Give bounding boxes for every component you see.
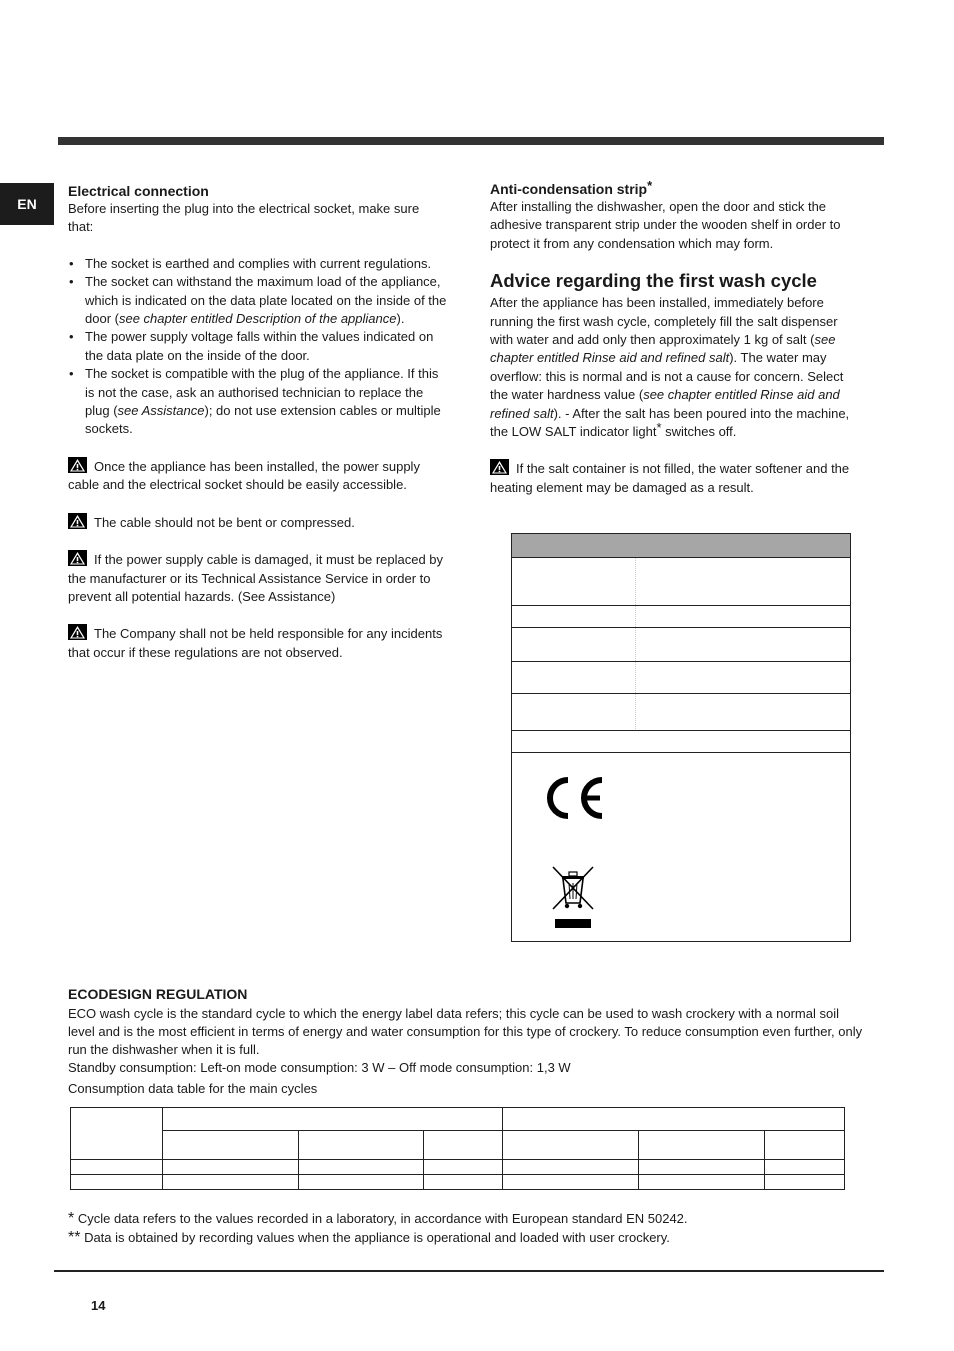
ecodesign-title: ECODESIGN REGULATION [68, 986, 248, 1002]
advice-text: After the appliance has been installed, immediately before running the first wash cycle, completely fill the salt dispenser with water and add only then approximately 1 kg of salt (see chapter entitled Rinse aid and refined salt). The water may overflow: this is normal and is not a cause for concern. Select the water hardness value (see chapter entitled Rinse aid and refined salt). - After the salt has been poured into the machine, the LOW SALT indicator light* switches off. [490, 295, 850, 440]
warning-icon [68, 624, 87, 640]
consumption-table-caption: Consumption data table for the main cycles [68, 1081, 318, 1096]
anti-condensation-title: Anti-condensation strip* [490, 178, 653, 197]
warning-icon [68, 457, 87, 473]
warning-note: Once the appliance has been installed, the power supply cable and the electrical socket should be easily accessible. [68, 458, 420, 493]
consumption-table [70, 1107, 845, 1190]
left-column [68, 182, 448, 662]
warning-icon [490, 459, 509, 475]
list-item: • The power supply voltage falls within the values indicated on the data plate on the inside of the door. [68, 328, 448, 365]
warning-icon [68, 550, 87, 566]
table-row [71, 1131, 845, 1160]
page-number: 14 [91, 1298, 106, 1313]
footnote: ** Data is obtained by recording values when the appliance is operational and loaded with user crockery. [68, 1229, 670, 1246]
data-plate-header [512, 534, 850, 558]
list-item: • The socket can withstand the maximum load of the appliance, which is indicated on the data plate located on the inside of the door (see chapter entitled Description of the appliance). [68, 273, 448, 328]
warning-note: If the salt container is not filled, the water softener and the heating element may be damaged as a result. [490, 461, 850, 495]
list-item: • The socket is earthed and complies with current regulations. [68, 255, 448, 273]
table-row [71, 1160, 845, 1175]
electrical-connection-title: Electrical connection [68, 183, 209, 199]
ecodesign-section [68, 985, 868, 1098]
table-row [71, 1108, 845, 1131]
advice-title: Advice regarding the first wash cycle [490, 270, 817, 292]
anti-condensation-text: After installing the dishwasher, open the door and stick the adhesive transparent strip under the wooden shelf in order to protect it from any condensation which may form. [490, 199, 841, 251]
data-plate-table [511, 533, 851, 942]
footnotes [68, 1209, 688, 1247]
language-label: EN [17, 196, 37, 212]
warning-note: If the power supply cable is damaged, it must be replaced by the manufacturer or its Technical Assistance Service in order to prevent all potential hazards. (See Assistance) [68, 552, 444, 604]
header-rule [58, 137, 884, 145]
electrical-intro: Before inserting the plug into the electrical socket, make sure that: [68, 201, 420, 235]
standby-consumption: Standby consumption: Left-on mode consumption: 3 W – Off mode consumption: 1,3 W [68, 1060, 571, 1075]
table-row [71, 1175, 845, 1190]
right-column [490, 180, 864, 497]
list-item: • The socket is compatible with the plug of the appliance. If this is not the case, ask an authorised technician to replace the plug (see Assistance); do not use extension cables or multiple sockets. [68, 365, 448, 439]
warning-icon [68, 513, 87, 529]
requirements-list [68, 255, 448, 439]
language-tab [0, 183, 54, 225]
ecodesign-text: ECO wash cycle is the standard cycle to which the energy label data refers; this cycle can be used to wash crockery with a normal soil level and is the most efficient in terms of energy and water consumption for this type of crockery. To reduce consumption even further, only run the dishwasher when it is full. [68, 1006, 863, 1057]
warning-note: The Company shall not be held responsible for any incidents that occur if these regulations are not observed. [68, 626, 443, 660]
warning-note: The cable should not be bent or compressed. [68, 513, 448, 532]
ce-mark-icon [542, 774, 606, 822]
footnote: * Cycle data refers to the values recorded in a laboratory, in accordance with European standard EN 50242. [68, 1210, 688, 1227]
weee-bin-icon [550, 864, 596, 929]
footer-rule [54, 1270, 884, 1272]
